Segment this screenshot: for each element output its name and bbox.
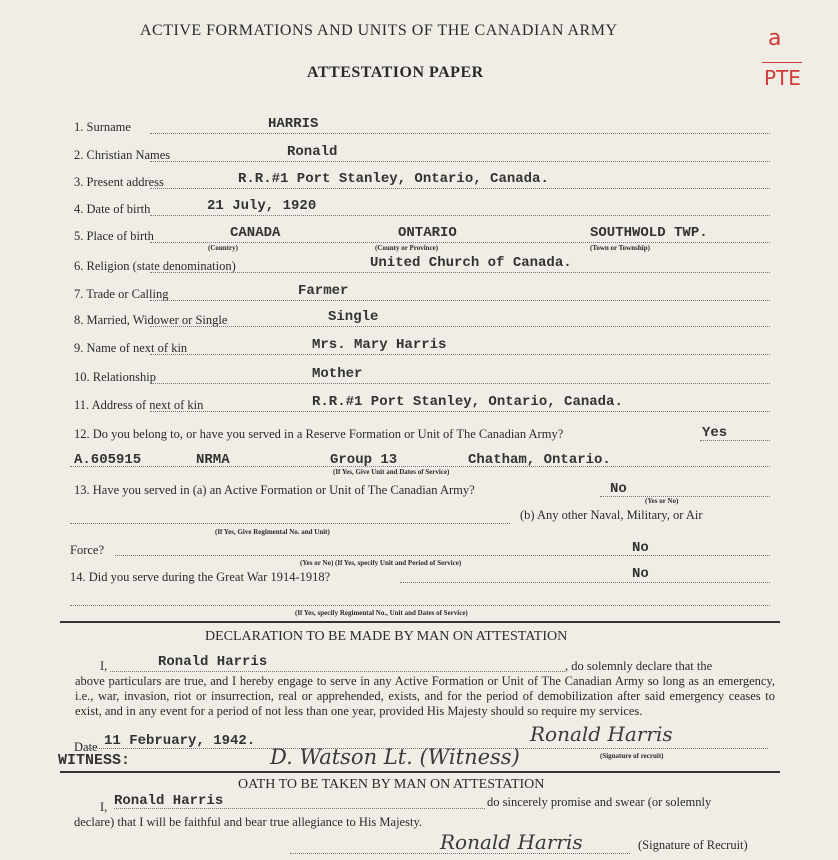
field-value: 21 July, 1920: [207, 198, 317, 214]
q12-place: Chatham, Ontario.: [468, 452, 611, 468]
field-label: 6. Religion (state denomination): [74, 259, 236, 273]
field-line: [150, 133, 770, 134]
field-value: R.R.#1 Port Stanley, Ontario, Canada.: [312, 394, 623, 410]
field-value: HARRIS: [268, 116, 319, 132]
field-line: [150, 188, 770, 189]
q14-label: 14. Did you serve during the Great War 1914-1918?: [70, 570, 331, 584]
field-value-province: ONTARIO: [398, 225, 457, 241]
q13-label: 13. Have you served in (a) an Active Formation or Unit of The Canadian Army?: [74, 483, 475, 497]
witness-signature: D. Watson Lt. (Witness): [270, 745, 520, 769]
q13-hint-a: (If Yes, Give Regimental No. and Unit): [215, 528, 330, 536]
field-line: [150, 354, 770, 355]
witness-label: WITNESS:: [58, 752, 131, 769]
field-line: [150, 242, 770, 243]
oath-signature: Ronald Harris: [440, 830, 583, 854]
declaration-text: , do solemnly declare that the: [565, 659, 713, 673]
field-value: Ronald: [287, 144, 338, 160]
field-line: [150, 383, 770, 384]
field-line: [150, 161, 770, 162]
field-value: Farmer: [298, 283, 349, 299]
field-line: [150, 411, 770, 412]
oath-text: do sincerely promise and swear (or solemnly: [487, 795, 712, 809]
form-title: ATTESTATION PAPER: [307, 64, 484, 81]
field-label: 2. Christian Names: [74, 148, 171, 162]
declaration-date: 11 February, 1942.: [104, 733, 256, 749]
declaration-body: above particulars are true, and I hereby engage to serve in any Active Formation or Unit of The Canadian Army so long as an emergency, i.e., war, invasion, riot or insurrection, real or apprehended, exists, and for the period of demobilization after said emergency ceases to exist, and in any event for a period of not less than one year, provided His Majesty should so require my services.: [75, 674, 775, 718]
field-sub-country: (Country): [208, 244, 238, 252]
recruit-signature: Ronald Harris: [530, 722, 673, 746]
date-label: Date: [74, 740, 98, 754]
field-value: Mrs. Mary Harris: [312, 337, 447, 353]
field-value: CANADA: [230, 225, 281, 241]
q12-number: A.605915: [74, 452, 142, 468]
q13-hint-b: (Yes or No) (If Yes, specify Unit and Period of Service): [300, 559, 462, 567]
field-sub-township: (Town or Township): [590, 244, 650, 252]
field-label: 4. Date of birth: [74, 202, 151, 216]
field-value: Single: [328, 309, 379, 325]
q14-hint: (If Yes, specify Regimental No., Unit and Dates of Service): [295, 609, 468, 617]
field-label: 1. Surname: [74, 120, 131, 134]
field-label: 5. Place of birth: [74, 229, 154, 243]
field-value-township: SOUTHWOLD TWP.: [590, 225, 708, 241]
q12-group: Group 13: [330, 452, 398, 468]
q13-hint-yesno: (Yes or No): [645, 497, 679, 505]
field-label: 9. Name of next of kin: [74, 341, 188, 355]
field-label: 8. Married, Widower or Single: [74, 313, 228, 327]
field-value: Mother: [312, 366, 363, 382]
q13-label-force: Force?: [70, 543, 105, 557]
q12-answer: Yes: [702, 425, 728, 441]
field-label: 11. Address of next of kin: [74, 398, 204, 412]
declaration-name: Ronald Harris: [158, 654, 268, 670]
oath-text-2: declare) that I will be faithful and bear true allegiance to His Majesty.: [74, 815, 423, 829]
q12-label: 12. Do you belong to, or have you served in a Reserve Formation or Unit of The Canadian Army?: [74, 427, 564, 441]
field-label: 10. Relationship: [74, 370, 156, 384]
field-line: [150, 326, 770, 327]
signature-hint: (Signature of recruit): [600, 752, 664, 760]
q13-answer-b: No: [632, 540, 649, 556]
q13-answer-a: No: [610, 481, 627, 497]
field-line: [150, 215, 770, 216]
field-value: United Church of Canada.: [370, 255, 572, 271]
q12-unit: NRMA: [196, 452, 230, 468]
margin-mark: a: [768, 26, 782, 51]
oath-signature-label: (Signature of Recruit): [638, 838, 748, 852]
q14-answer: No: [632, 566, 649, 582]
oath-name: Ronald Harris: [114, 793, 224, 809]
margin-divider: [762, 62, 802, 63]
q12-hint: (If Yes, Give Unit and Dates of Service): [333, 468, 450, 476]
field-label: 7. Trade or Calling: [74, 287, 169, 301]
field-sub-province: (County or Province): [375, 244, 439, 252]
oath-prefix: I,: [100, 800, 108, 814]
declaration-prefix: I,: [100, 659, 108, 673]
rank-mark: PTE: [764, 66, 801, 90]
declaration-title: DECLARATION TO BE MADE BY MAN ON ATTESTATION: [205, 629, 568, 644]
field-line: [150, 300, 770, 301]
field-line: [150, 272, 770, 273]
q13-label-b: (b) Any other Naval, Military, or Air: [520, 508, 703, 522]
oath-title: OATH TO BE TAKEN BY MAN ON ATTESTATION: [238, 777, 545, 792]
form-heading: ACTIVE FORMATIONS AND UNITS OF THE CANADIAN ARMY: [140, 22, 618, 39]
field-label: 3. Present address: [74, 175, 164, 189]
field-value: R.R.#1 Port Stanley, Ontario, Canada.: [238, 171, 549, 187]
